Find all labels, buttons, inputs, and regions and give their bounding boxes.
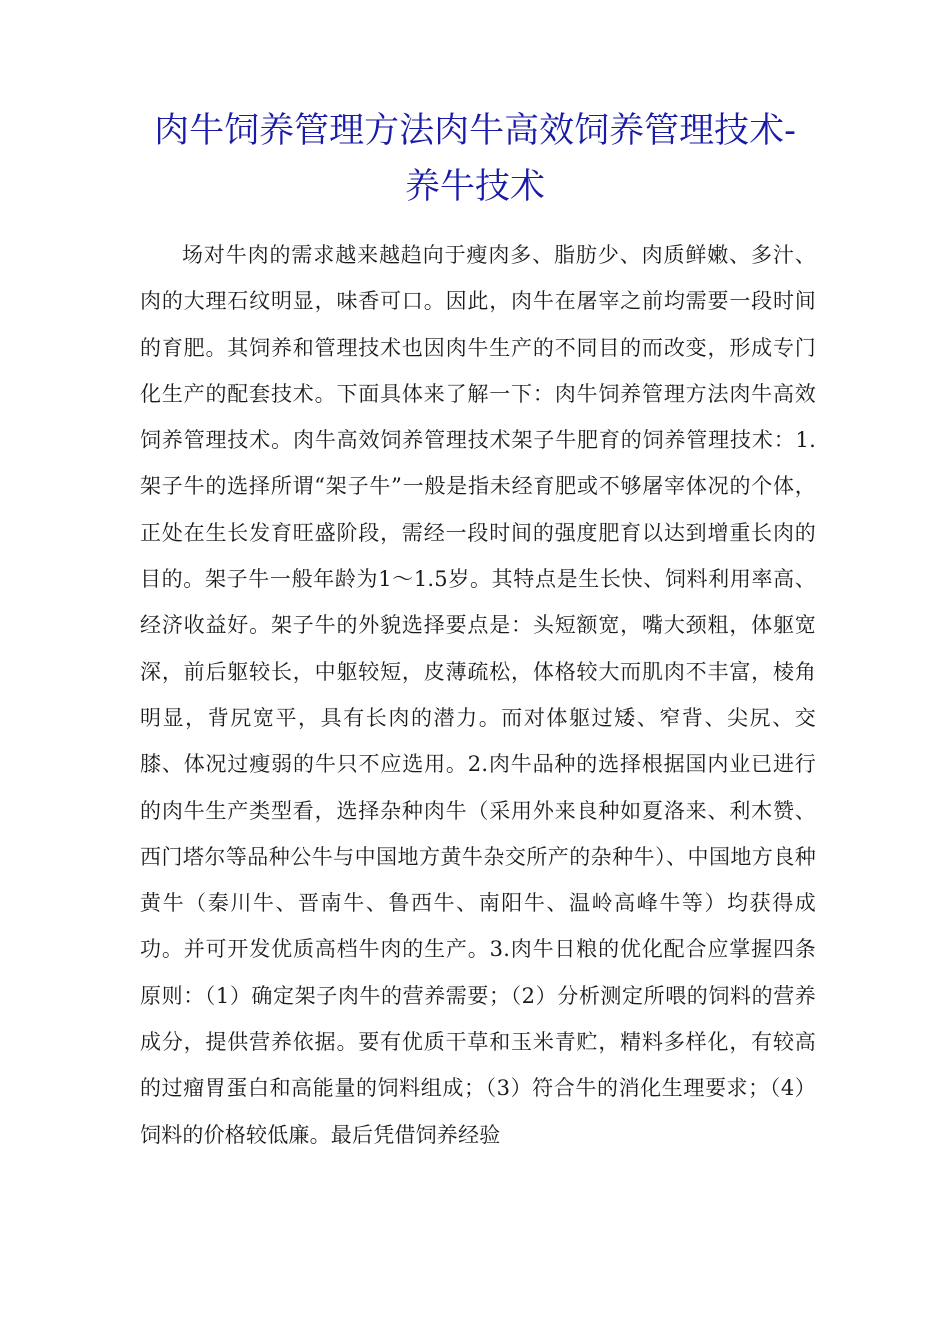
document-title: 肉牛饲养管理方法肉牛高效饲养管理技术-养牛技术 [154,111,796,207]
document-body-paragraph: 场对牛肉的需求越来越趋向于瘦肉多、脂肪少、肉质鲜嫩、多汁、肉的大理石纹明显，味香可口。因此，肉牛在屠宰之前均需要一段时间的育肥。其饲养和管理技术也因肉牛生产的不同目的而改变，形成专门化生产的配套技术。下面具体来了解一下：肉牛饲养管理方法肉牛高效饲养管理技术。肉牛高效饲养管理技术架子牛肥育的饲养管理技术：1.架子牛的选择所谓“架子牛”一般是指未经育肥或不够屠宰体况的个体，正处在生长发育旺盛阶段，需经一段时间的强度肥育以达到增重长肉的目的。架子牛一般年龄为1～1.5岁。其特点是生长快、饲料利用率高、经济收益好。架子牛的外貌选择要点是：头短额宽，嘴大颈粗，体躯宽深，前后躯较长，中躯较短，皮薄疏松，体格较大而肌肉不丰富，棱角明显，背尻宽平，具有长肉的潜力。而对体躯过矮、窄背、尖尻、交膝、体况过瘦弱的牛只不应选用。2.肉牛品种的选择根据国内业已进行的肉牛生产类型看，选择杂种肉牛（采用外来良种如夏洛来、利木赞、西门塔尔等品种公牛与中国地方黄牛杂交所产的杂种牛）、中国地方良种黄牛（秦川牛、晋南牛、鲁西牛、南阳牛、温岭高峰牛等）均获得成功。并可开发优质高档牛肉的生产。3.肉牛日粮的优化配合应掌握四条原则：（1）确定架子肉牛的营养需要；（2）分析测定所喂的饲料的营养成分，提供营养依据。要有优质干草和玉米青贮，精料多样化，有较高的过瘤胃蛋白和高能量的饲料组成；（3）符合牛的消化生理要求；（4）饲料的价格较低廉。最后凭借饲养经验 [140,243,816,1147]
